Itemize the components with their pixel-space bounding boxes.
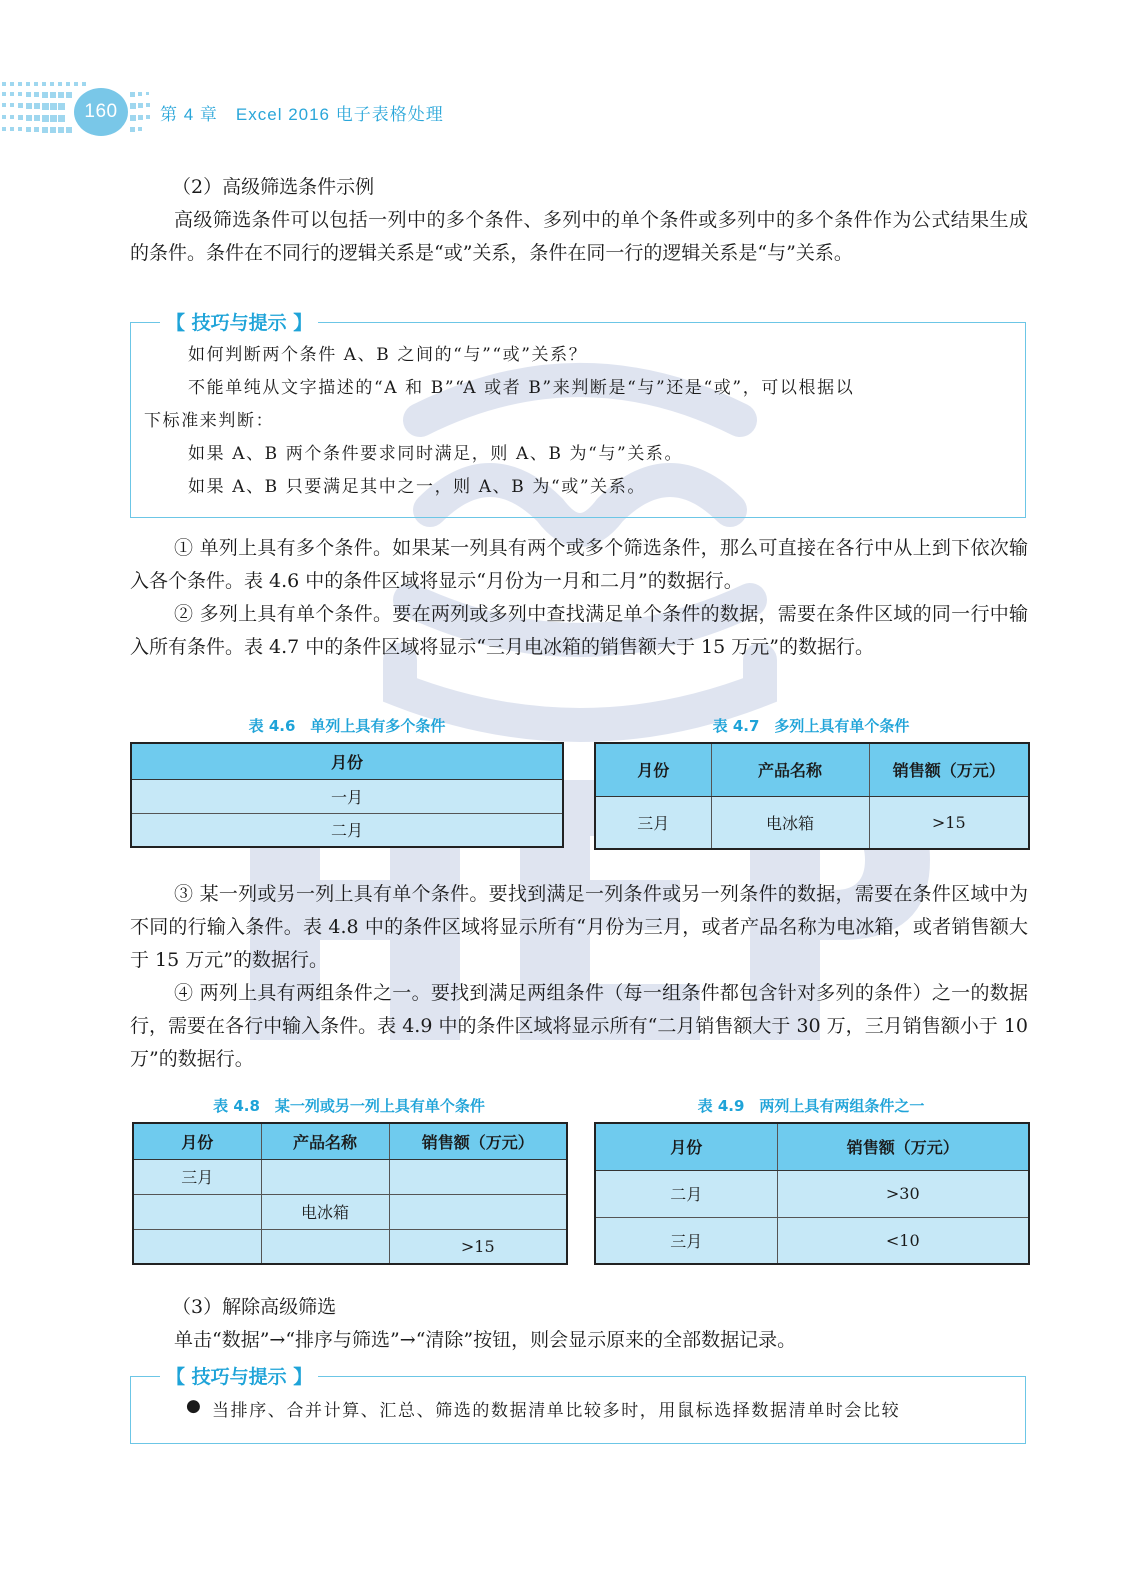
table-cell: 一月 [131,779,563,813]
section-heading-2: （2）高级筛选条件示例 [172,176,375,198]
table-cell [133,1229,261,1264]
table-cell: 三月 [133,1159,261,1194]
table-header-cell: 月份 [133,1123,261,1159]
table-cell [389,1194,567,1229]
item-3-paragraph: ③ 某一列或另一列上具有单个条件。要找到满足一列条件或另一列条件的数据，需要在条件区域中为不同的行输入条件。表 4.8 中的条件区域将显示所有“月份为三月，或者产品名称为电冰箱，或者销售额大于 15 万元”的数据行。 [130,883,1028,971]
table-cell [389,1159,567,1194]
table-cell: 电冰箱 [261,1194,389,1229]
tip-bullet-text: 当排序、合并计算、汇总、筛选的数据清单比较多时，用鼠标选择数据清单时会比较 [212,1401,901,1421]
tip-line: 如果 A、B 两个条件要求同时满足，则 A、B 为“与”关系。 [188,444,684,464]
table-header-cell: 产品名称 [261,1123,389,1159]
tip-title-2: 【 技巧与提示 】 [160,1362,318,1389]
page-number: 160 [74,88,128,136]
table-header-cell: 产品名称 [711,743,869,796]
table-header-cell: 销售额（万元） [869,743,1029,796]
section-heading-3: （3）解除高级筛选 [172,1296,337,1318]
table-cell: >15 [389,1229,567,1264]
table-cell: 二月 [131,813,563,847]
table-cell: >30 [777,1170,1029,1217]
table-cell: 电冰箱 [711,796,869,849]
tip-line: 下标准来判断： [144,411,275,431]
bullet-icon: ● [186,1396,203,1416]
table-cell [133,1194,261,1229]
table-cell [261,1159,389,1194]
section-3-body: 单击“数据”→“排序与筛选”→“清除”按钮，则会显示原来的全部数据记录。 [174,1329,797,1351]
tip-line: 如何判断两个条件 A、B 之间的“与”“或”关系？ [188,345,588,365]
table-cell: 三月 [595,1217,777,1264]
tip-line: 不能单纯从文字描述的“A 和 B”“A 或者 B”来判断是“与”还是“或”，可以根据以 [188,378,855,398]
table-caption-4-9: 表 4.9 两列上具有两组条件之一 [697,1097,925,1115]
table-header-cell: 销售额（万元） [777,1123,1029,1170]
table-header-cell: 月份 [595,743,711,796]
table-4-6 [130,742,564,848]
tip-title-1: 【 技巧与提示 】 [160,308,318,335]
table-caption-4-6: 表 4.6 单列上具有多个条件 [248,717,446,735]
table-header-cell: 月份 [131,743,563,779]
item-1-paragraph: ① 单列上具有多个条件。如果某一列具有两个或多个筛选条件，那么可直接在各行中从上到下依次输入各个条件。表 4.6 中的条件区域将显示“月份为一月和二月”的数据行。 [130,537,1028,592]
item-2-paragraph: ② 多列上具有单个条件。要在两列或多列中查找满足单个条件的数据，需要在条件区域的同一行中输入所有条件。表 4.7 中的条件区域将显示“三月电冰箱的销售额大于 15 万元”的数据行。 [130,603,1028,658]
table-cell [261,1229,389,1264]
section-2-intro: 高级筛选条件可以包括一列中的多个条件、多列中的单个条件或多列中的多个条件作为公式结果生成的条件。条件在不同行的逻辑关系是“或”关系，条件在同一行的逻辑关系是“与”关系。 [130,209,1028,264]
running-head: 第 4 章 Excel 2016 电子表格处理 [160,105,444,124]
table-caption-4-8: 表 4.8 某一列或另一列上具有单个条件 [213,1097,485,1115]
item-4-paragraph: ④ 两列上具有两组条件之一。要找到满足两组条件（每一组条件都包含针对多列的条件）之一的数据行，需要在各行中输入条件。表 4.9 中的条件区域将显示所有“二月销售额大于 30 万，三月销售额小于 10 万”的数据行。 [130,982,1028,1070]
table-cell: >15 [869,796,1029,849]
table-header-cell: 销售额（万元） [389,1123,567,1159]
table-caption-4-7: 表 4.7 多列上具有单个条件 [712,717,910,735]
table-4-8 [132,1122,568,1265]
table-cell: 二月 [595,1170,777,1217]
table-header-cell: 月份 [595,1123,777,1170]
table-4-9 [594,1122,1030,1265]
table-cell: <10 [777,1217,1029,1264]
table-cell: 三月 [595,796,711,849]
tip-line: 如果 A、B 只要满足其中之一，则 A、B 为“或”关系。 [188,477,646,497]
table-4-7 [594,742,1030,850]
